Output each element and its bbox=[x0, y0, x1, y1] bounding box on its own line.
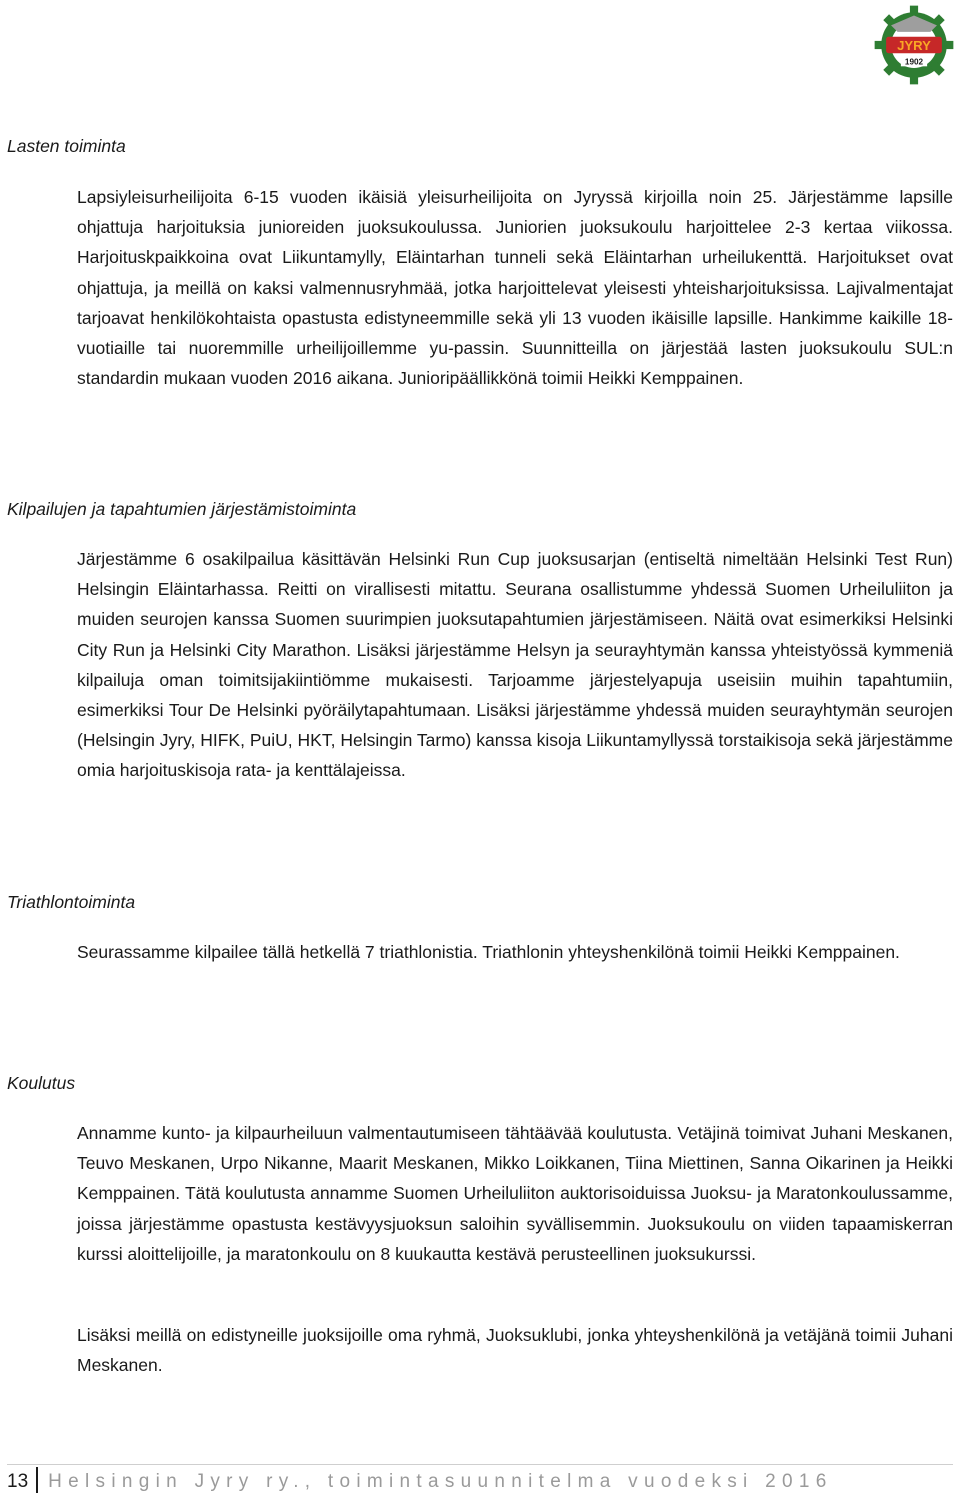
paragraph-triathlon: Seurassamme kilpailee tällä hetkellä 7 triathlonistia. Triathlonin yhteyshenkilönä toimii Heikki Kemppainen. bbox=[77, 942, 900, 962]
footer-title: Helsingin Jyry ry., toimintasuunnitelma vuodeksi 2016 bbox=[48, 1471, 833, 1492]
svg-text:1902: 1902 bbox=[904, 57, 924, 67]
page-number: 13 bbox=[7, 1471, 29, 1492]
section-heading-koulutus: Koulutus bbox=[7, 1073, 76, 1093]
page-footer bbox=[7, 1467, 833, 1495]
paragraph-koulutus-1: Annamme kunto- ja kilpaurheiluun valmentautumiseen tähtäävää koulutusta. Vetäjinä toimivat Juhani Meskanen, Teuvo Meskanen, Urpo Nikanne, Maarit Meskanen, Mikko Loikkanen, Tiina Miettinen, Sanna Oikarinen ja Heikki Kemppainen. Tätä koulutusta annamme Suomen Urheiluliiton auktorisoiduissa Juoksu- ja Maratonkoulussamme, joissa järjestämme opastusta kestävyysjuoksun saloihin syvällisemmin. Juoksukoulu on viiden tapaamiskerran kurssi aloittelijoille, ja maratonkoulu on 8 kuukautta kestävä perusteellinen juoksukurssi. bbox=[77, 1123, 953, 1264]
jyry-logo bbox=[873, 4, 955, 86]
section-heading-triathlon: Triathlontoiminta bbox=[7, 892, 136, 912]
svg-text:JYRY: JYRY bbox=[897, 37, 931, 53]
footer-separator bbox=[36, 1467, 38, 1493]
footer-divider bbox=[7, 1464, 953, 1465]
paragraph-kilpailut: Järjestämme 6 osakilpailua käsittävän Helsinki Run Cup juoksusarjan (entiseltä nimeltään Helsinki Test Run) Helsingin Eläintarhassa. Reitti on virallisesti mitattu. Seurana osallistumme yhdessä Suomen Urheiluliiton ja muiden seurojen kanssa Suomen suurimpien juoksutapahtumien järjestämiseen. Näitä ovat esimerkiksi Helsinki City Run ja Helsinki City Marathon. Lisäksi järjestämme Helsyn ja seurayhtymän kanssa yhteistyössä kymmeniä kilpailuja oman toimitsijakiintiömme mukaisesti. Tarjoamme järjestelyapuja useisiin muihin tapahtumiin, esimerkiksi Tour De Helsinki pyöräilytapahtumaan. Lisäksi järjestämme yhdessä muiden seurayhtymän seurojen (Helsingin Jyry, HIFK, PuiU, HKT, Helsingin Tarmo) kanssa kisoja Liikuntamyllyssä torstaikisoja sekä järjestämme omia harjoituskisoja rata- ja kenttälajeissa. bbox=[77, 549, 953, 781]
paragraph-lasten-toiminta: Lapsiyleisurheilijoita 6-15 vuoden ikäisiä yleisurheilijoita on Jyryssä kirjoilla noin 25. Järjestämme lapsille ohjattuja harjoituksia junioreiden juoksukoulussa. Juniorien juoksukoulu harjoittelee 2-3 kertaa viikossa. Harjoituskpaikkoina ovat Liikuntamylly, Eläintarhan tunneli sekä Eläintarhan urheilukenttä. Harjoitukset ovat ohjattuja, ja meillä on kaksi valmennusryhmää, jotka harjoittelevat yleisesti yhteisharjoituksissa. Lajivalmentajat tarjoavat henkilökohtaista opastusta edistyneemmille sekä yli 13 vuoden ikäisille lapsille. Hankimme kaikille 18-vuotiaille tai nuoremmille urheilijoillemme yu-passin. Suunnitteilla on järjestää lasten juoksukoulu SUL:n standardin mukaan vuoden 2016 aikana. Junioripäällikkönä toimii Heikki Kemppainen. bbox=[77, 187, 953, 389]
paragraph-koulutus-2: Lisäksi meillä on edistyneille juoksijoille oma ryhmä, Juoksuklubi, jonka yhteyshenkilönä ja vetäjänä toimii Juhani Meskanen. bbox=[77, 1325, 953, 1376]
section-heading-lasten-toiminta: Lasten toiminta bbox=[7, 136, 126, 156]
section-heading-kilpailut: Kilpailujen ja tapahtumien järjestämistoiminta bbox=[7, 499, 357, 519]
